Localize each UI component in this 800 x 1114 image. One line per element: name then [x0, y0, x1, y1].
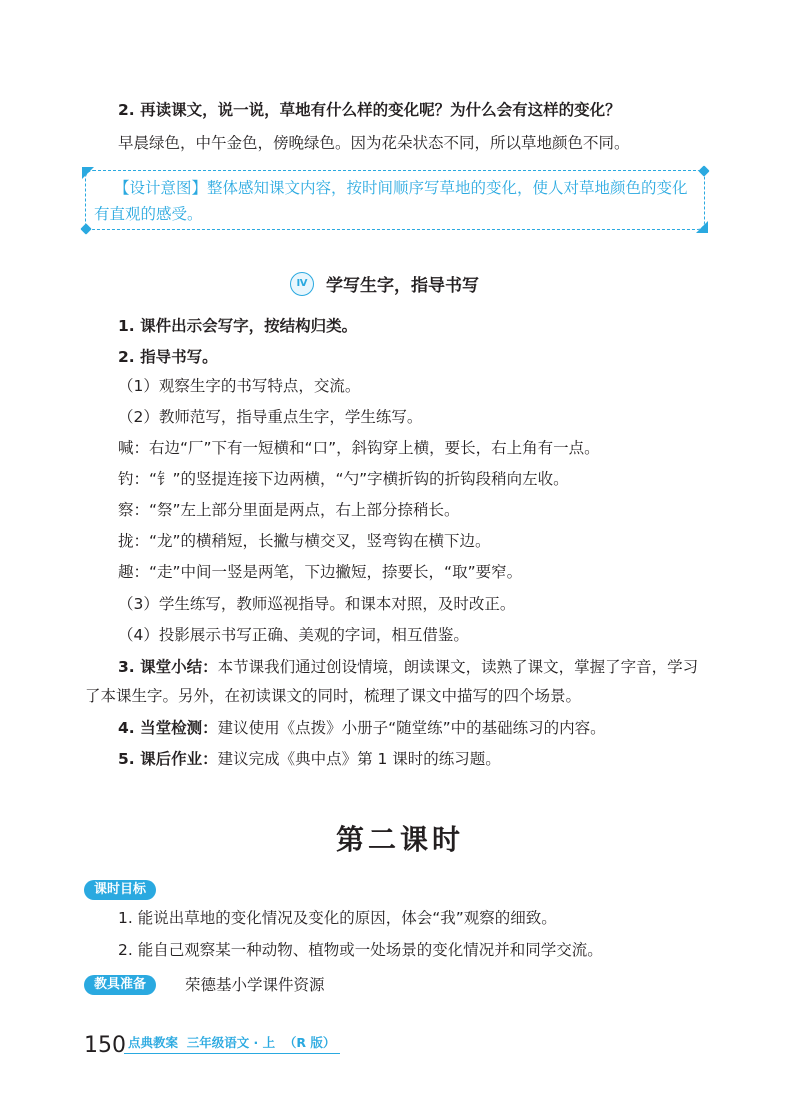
step-line: 拢：“龙”的横稍短，长撇与横交叉，竖弯钩在横下边。 — [118, 532, 491, 550]
section-title: 学写生字，指导书写 — [326, 276, 479, 296]
step-line: （3）学生练写，教师巡视指导。和课本对照，及时改正。 — [118, 595, 516, 613]
footer-rule — [124, 1053, 340, 1054]
design-intent-box — [85, 170, 705, 230]
roman-numeral-badge: Ⅳ — [290, 272, 314, 296]
lesson-title: 第二课时 — [335, 823, 464, 856]
goal-item: 1. 能说出草地的变化情况及变化的原因，体会“我”观察的细致。 — [118, 909, 557, 927]
class-summary — [85, 653, 710, 711]
summary-text: 本节课我们通过创设情境，朗读课文，读熟了课文，掌握了字音，学习了本课生字。另外，在初读课文的同时，梳理了课文中描写的四个场景。 — [85, 658, 699, 705]
goal-item: 2. 能自己观察某一种动物、植物或一处场景的变化情况并和同学交流。 — [118, 941, 603, 959]
summary-label: 3. 课堂小结： — [118, 658, 218, 676]
step-line: 1. 课件出示会写字，按结构归类。 — [118, 317, 358, 335]
answer-2: 早晨绿色，中午金色，傍晚绿色。因为花朵状态不同，所以草地颜色不同。 — [118, 134, 630, 152]
goals-badge: 课时目标 — [84, 880, 156, 900]
step-line: 钓：“钅”的竖提连接下边两横，“勺”字横折钩的折钩段稍向左收。 — [118, 470, 569, 488]
step-line: 2. 指导书写。 — [118, 348, 218, 366]
footer-title: 点典教案 三年级语文 · 上 （R 版） — [128, 1035, 336, 1050]
page-number: 150 — [84, 1033, 126, 1058]
tools-text: 荣德基小学课件资源 — [185, 976, 325, 994]
design-intent-text — [94, 175, 694, 227]
class-check: 4. 当堂检测：建议使用《点拨》小册子“随堂练”中的基础练习的内容。 — [118, 719, 606, 737]
section-heading — [290, 271, 479, 296]
design-intent-label: 【设计意图】 — [114, 179, 208, 197]
question-2: 2. 再读课文，说一说，草地有什么样的变化呢？为什么会有这样的变化？ — [118, 101, 621, 119]
step-line: 喊：右边“厂”下有一短横和“口”，斜钩穿上横，要长，右上角有一点。 — [118, 439, 600, 457]
step-line: （1）观察生字的书写特点，交流。 — [118, 377, 361, 395]
tools-badge: 教具准备 — [84, 975, 156, 995]
step-line: 趣：“走”中间一竖是两笔，下边撇短，捺要长，“取”要窄。 — [118, 563, 523, 581]
step-line: 察：“祭”左上部分里面是两点，右上部分捺稍长。 — [118, 501, 460, 519]
design-intent-body: 整体感知课文内容，按时间顺序写草地的变化，使人对草地颜色的变化有直观的感受。 — [94, 179, 688, 223]
step-line: （4）投影展示书写正确、美观的字词，相互借鉴。 — [118, 626, 469, 644]
step-line: （2）教师范写，指导重点生字，学生练写。 — [118, 408, 423, 426]
homework: 5. 课后作业：建议完成《典中点》第 1 课时的练习题。 — [118, 750, 501, 768]
